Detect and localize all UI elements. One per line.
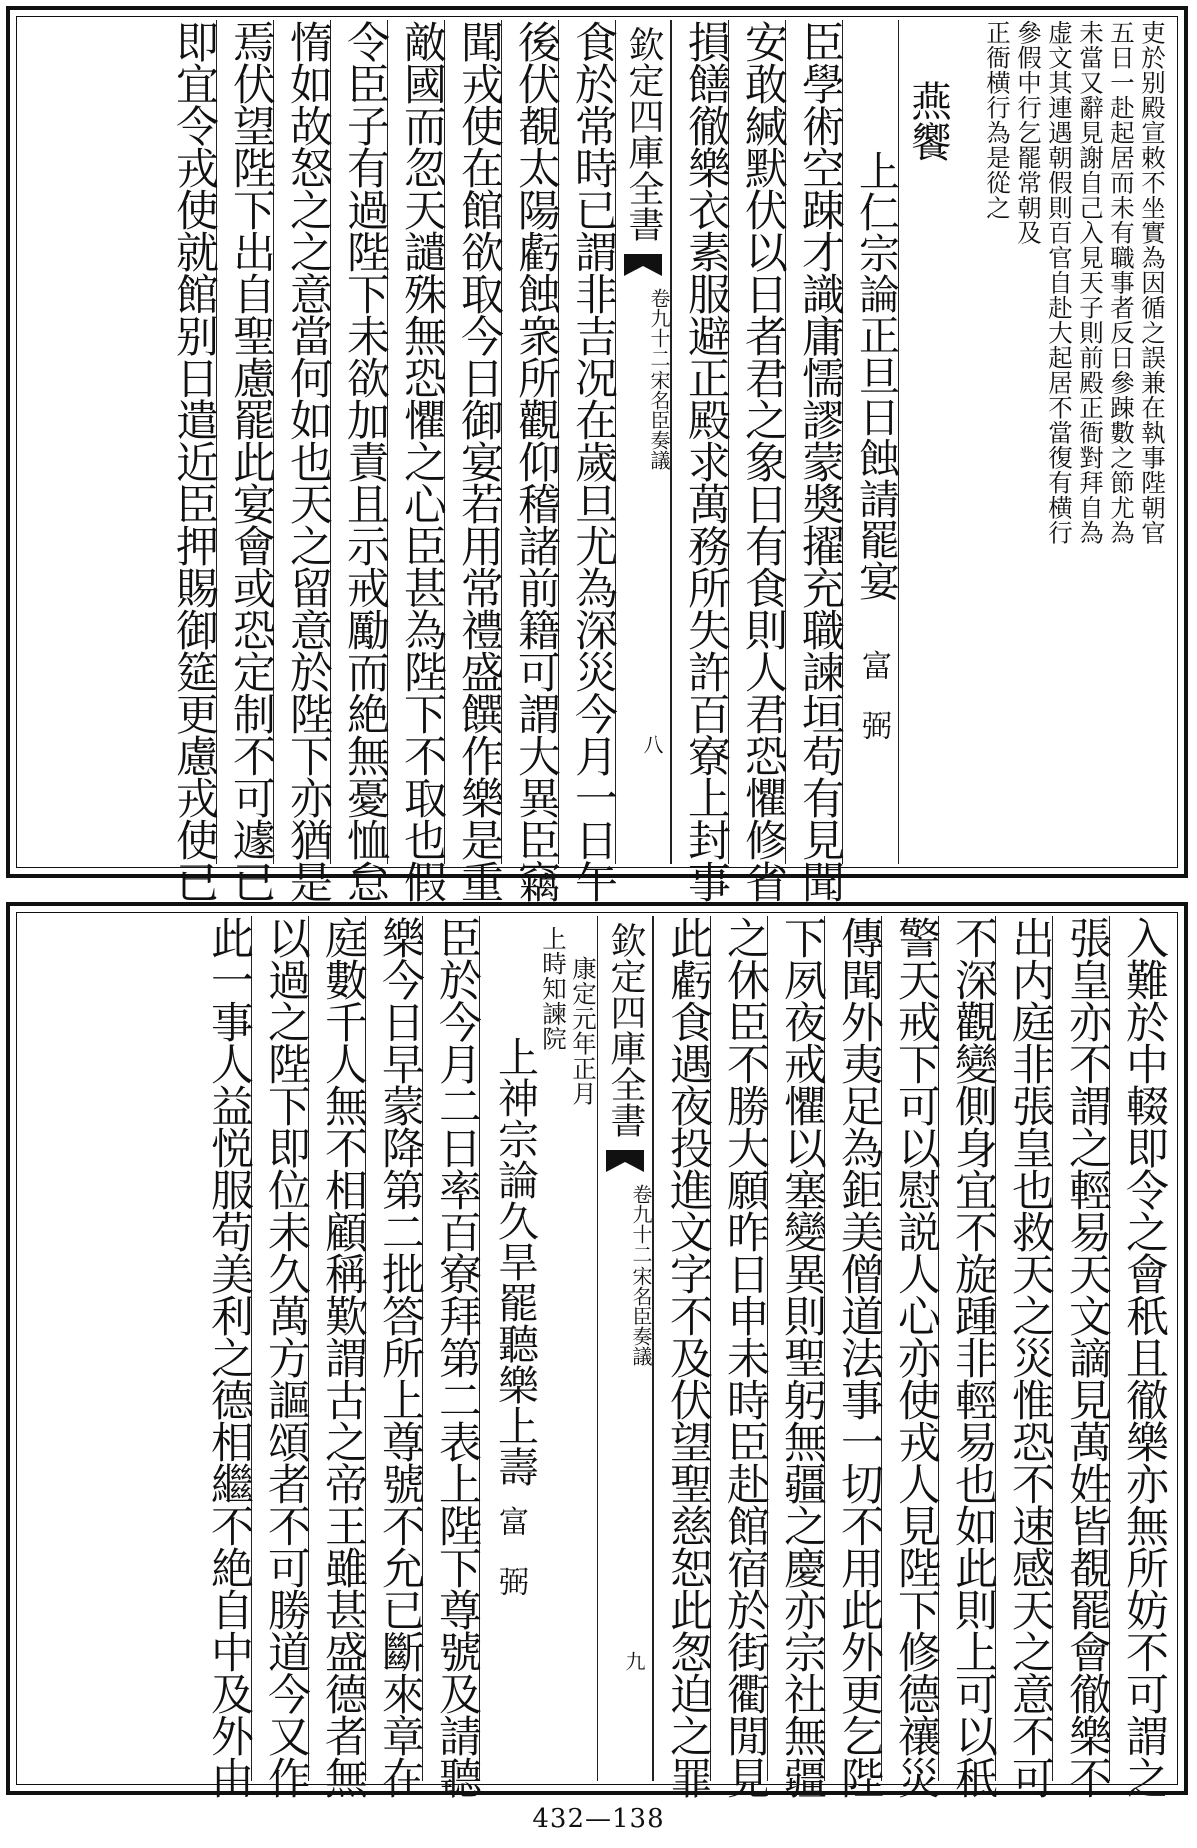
text-column: 惰如故怒之之意當何如也天之留意於陛下亦猶是 [273, 20, 329, 864]
book-title: 欽定四庫全書 [605, 922, 646, 1138]
note-column: 未當又辭見謝自己入見天子則前殿正衙對拜自為 [1076, 20, 1105, 545]
text-column: 此一事人益悦服苟美利之德相繼不絶自中及外由 [204, 916, 254, 1798]
text-column: 以過之陛下即位未久萬方謳頌者不可勝道今又作 [251, 916, 307, 1781]
juan-number: 卷九十二 [629, 1184, 653, 1264]
text-column: 入難於中輟即令之會秖且徹樂亦無所妨不可謂之 [1109, 916, 1165, 1781]
date-note: 上時知諫院 [539, 926, 568, 1051]
juan-label [598, 1184, 652, 1366]
text-column: 臣學術空踈才識庸懦謬蒙奬擢充職諫垣苟有見聞 [785, 20, 841, 864]
collection-name: 宋名臣奏議 [647, 370, 671, 470]
text-column: 臣於今月二日率百寮拜第二表上陛下尊號及請聽 [422, 916, 478, 1781]
section-heading: 燕饗 [898, 20, 948, 864]
text-column: 傳聞外夷足為鉅美僧道法事一切不用此外更乞陛 [824, 916, 880, 1781]
memorial-title: 上神宗論久旱罷聽樂上壽 [479, 916, 535, 1781]
text-column: 張皇亦不謂之輕易天文謫見萬姓皆覩罷會徹樂不 [1052, 916, 1108, 1781]
book-title: 欽定四庫全書 [623, 26, 664, 242]
text-column: 出内庭非張皇也救天之災惟恐不速感天之意不可 [995, 916, 1051, 1781]
text-column: 損饍徹樂衣素服避正殿求萬務所失許百寮上封事 [671, 20, 727, 864]
text-column: 不深觀變側身宜不旋踵非輕易也如此則上可以秖 [938, 916, 994, 1781]
text-column: 即宜令戎使就館别日遣近臣押賜御筵更慮戎使已 [169, 20, 219, 902]
date-note: 康定元年正月 [569, 956, 598, 1106]
text-column: 庭數千人無不相顧稱歎謂古之帝王雖甚盛德者無 [308, 916, 364, 1781]
author-name: 富 弼 [493, 1506, 528, 1596]
bottom-page-text [20, 916, 1174, 1798]
top-page-frame [6, 6, 1188, 902]
juan-label [616, 288, 670, 470]
top-page-text [20, 20, 1174, 902]
text-column: 聞戎使在館欲取今日御宴若用常禮盛饌作樂是重 [444, 20, 500, 864]
text-column: 敵國而忽天譴殊無恐懼之心臣甚為陛下不取也假 [387, 20, 443, 864]
fishtail-mark-icon [622, 252, 664, 278]
leaf-number: 八 [640, 734, 664, 754]
bottom-page-frame [6, 902, 1188, 1798]
text-column: 後伏覩太陽虧蝕衆所觀仰稽諸前籍可謂大異臣竊 [501, 20, 557, 864]
text-column: 下夙夜戒懼以塞變異則聖躬無疆之慶亦宗社無疆 [767, 916, 823, 1781]
text-column: 警天戒下可以慰説人心亦使戎人見陛下修德禳災 [881, 916, 937, 1781]
note-column: 吏於别殿宣敕不坐實為因循之誤兼在執事陛朝官 [1138, 20, 1167, 545]
text-column: 食於常時已謂非吉况在歲旦尤為深災今月一日午 [558, 20, 614, 864]
memorial-title: 上仁宗論正旦日蝕請罷宴 [842, 20, 896, 864]
text-column: 之休臣不勝大願昨日申未時臣赴館宿於街衢閒見 [710, 916, 766, 1781]
center-fold-column [597, 916, 653, 1781]
text-column: 焉伏望陛下出自聖慮罷此宴會或恐定制不可遽已 [216, 20, 272, 864]
note-column: 虚文其連遇朝假則百官自赴大起居不當復有横行 [1045, 20, 1074, 545]
text-column: 安敢緘默伏以日者君之象日有食則人君恐懼修省 [728, 20, 784, 864]
note-column: 五日一赴起居而未有職事者反日參踈數之節尤為 [1107, 20, 1136, 545]
text-column: 樂今日早蒙降第二批答所上尊號不允已斷來章在 [365, 916, 421, 1781]
leaf-number: 九 [622, 1651, 646, 1671]
note-column: 正衙横行為是從之 [983, 20, 1012, 220]
note-column: 參假中行乞罷常朝及 [1014, 20, 1043, 245]
collection-name: 宋名臣奏議 [629, 1266, 653, 1366]
fishtail-mark-icon [604, 1148, 646, 1174]
page-number: 432—138 [532, 1804, 665, 1834]
author-name: 富 弼 [856, 650, 891, 740]
text-column: 令臣子有過陛下未欲加責且示戒勵而絶無憂恤怠 [330, 20, 386, 864]
juan-number: 卷九十二 [647, 288, 671, 368]
center-fold-column [615, 20, 671, 864]
text-column: 此虧食遇夜投進文字不及伏望聖慈恕此怱迫之罪 [653, 916, 709, 1781]
